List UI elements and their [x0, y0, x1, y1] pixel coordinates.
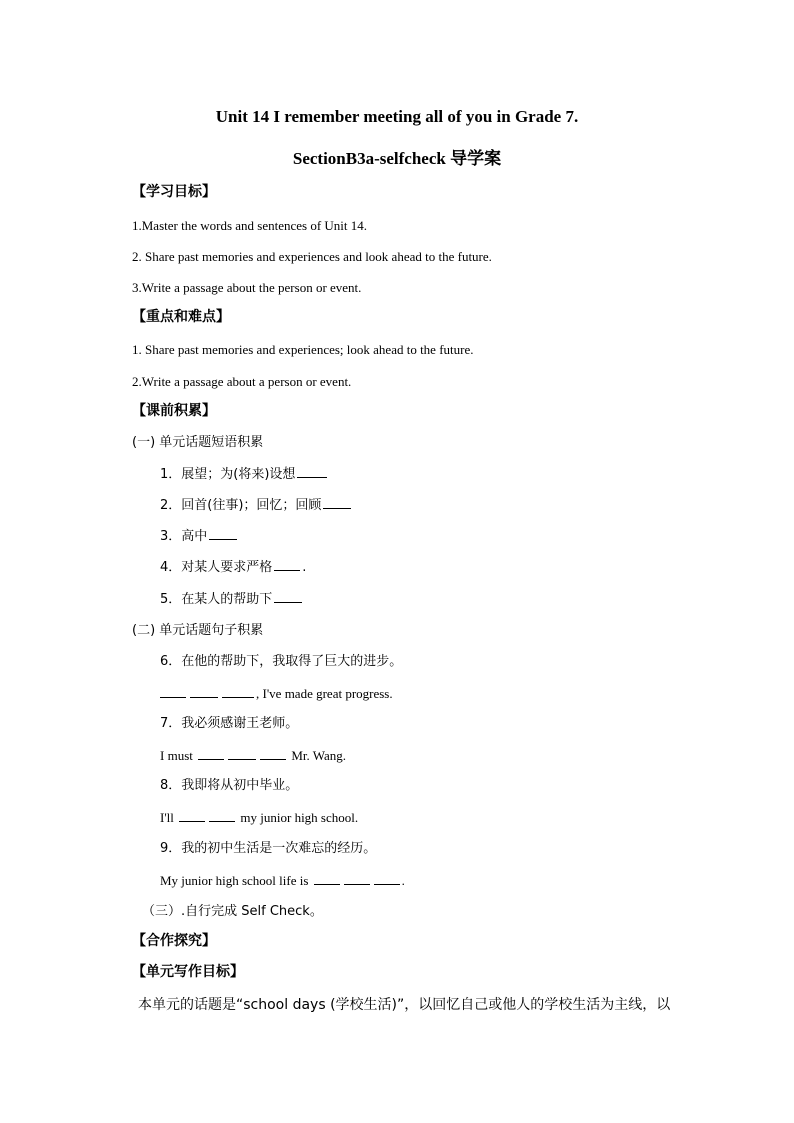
answer-blank[interactable] [190, 697, 218, 698]
key-point-item: 2.Write a passage about a person or event. [132, 374, 352, 389]
sentence-en: I must Mr. Wang. [160, 748, 347, 763]
answer-blank[interactable] [297, 477, 327, 478]
phrase-item: 3．高中 [160, 530, 239, 543]
cooperation-heading: 【合作探究】 [132, 934, 216, 949]
page-subtitle: SectionB3a-selfcheck 导学案 [292, 149, 502, 168]
answer-blank[interactable] [179, 821, 205, 822]
page-title: Unit 14 I remember meeting all of you in Grade 7. [215, 107, 579, 126]
answer-blank[interactable] [209, 539, 237, 540]
writing-goal-heading: 【单元写作目标】 [132, 965, 244, 980]
objective-item: 2. Share past memories and experiences and look ahead to the future. [132, 249, 492, 264]
sentence-cn: 9．我的初中生活是一次难忘的经历。 [160, 841, 377, 856]
phrase-item: 1．展望；为(将来)设想 [160, 468, 329, 481]
answer-blank[interactable] [274, 602, 302, 603]
sentence-cn: 8．我即将从初中毕业。 [160, 778, 299, 793]
answer-blank[interactable] [209, 821, 235, 822]
objectives-heading: 【学习目标】 [132, 185, 216, 200]
answer-blank[interactable] [222, 697, 254, 698]
answer-blank[interactable] [323, 508, 351, 509]
answer-blank[interactable] [344, 884, 370, 885]
answer-blank[interactable] [260, 759, 286, 760]
preclass-heading: 【课前积累】 [132, 404, 216, 419]
answer-blank[interactable] [198, 759, 224, 760]
self-check-note: （三）.自行完成 Self Check。 [142, 904, 323, 919]
key-points-heading: 【重点和难点】 [132, 310, 230, 325]
answer-blank[interactable] [374, 884, 400, 885]
phrase-item: 5．在某人的帮助下 [160, 593, 304, 606]
answer-blank[interactable] [274, 570, 300, 571]
answer-blank[interactable] [228, 759, 256, 760]
answer-blank[interactable] [314, 884, 340, 885]
sentence-cn: 6．在他的帮助下，我取得了巨大的进步。 [160, 654, 403, 669]
sentence-en: , I've made great progress. [160, 687, 393, 700]
sentences-heading: (二) 单元话题句子积累 [132, 623, 264, 638]
sentence-en: I'll my junior high school. [160, 810, 359, 825]
phrases-heading: (一) 单元话题短语积累 [132, 435, 264, 450]
answer-blank[interactable] [160, 697, 186, 698]
objective-item: 1.Master the words and sentences of Unit 14. [132, 218, 368, 233]
objective-item: 3.Write a passage about the person or event. [132, 280, 362, 295]
phrase-item: 4．对某人要求严格 . [160, 560, 307, 575]
phrase-item: 2．回首(往事)；回忆；回顾 [160, 499, 353, 512]
key-point-item: 1. Share past memories and experiences; look ahead to the future. [132, 342, 474, 357]
writing-goal-text: 本单元的话题是“school days (学校生活)”，以回忆自己或他人的学校生活为主线，以 [138, 997, 671, 1013]
sentence-cn: 7．我必须感谢王老师。 [160, 716, 299, 731]
sentence-en: My junior high school life is . [160, 873, 405, 888]
